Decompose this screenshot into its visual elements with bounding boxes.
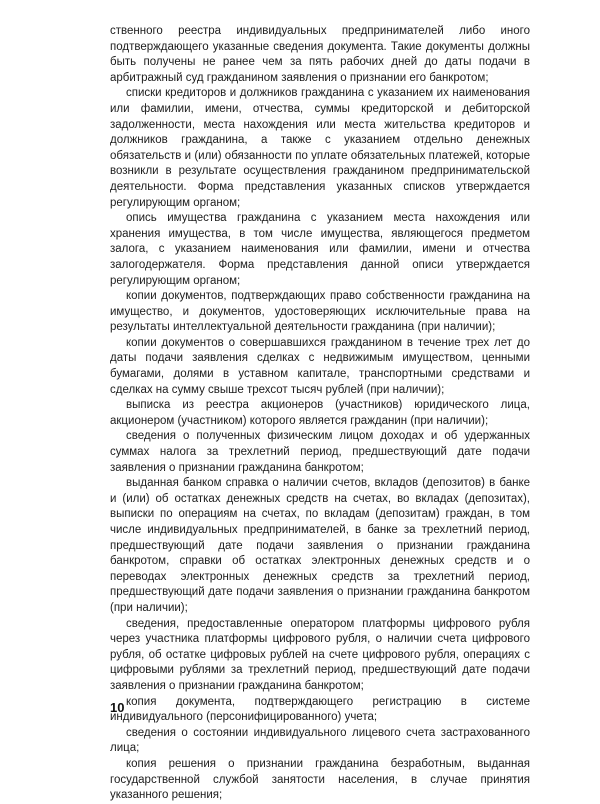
paragraph-shareholder-register: выписка из реестра акционеров (участников) юридического лица, акционером (участником) которого является гражданин (при наличии); (110, 399, 530, 427)
paragraph-personal-account: сведения о состоянии индивидуального лицевого счета застрахованного лица; (110, 726, 530, 755)
paragraph-digital-ruble: сведения, предоставленные оператором платформы цифрового рубля через участника платформы цифрового рубля, о наличии счета цифрового рубля, об остатке цифровых рублей на счете цифрового рубля, операциях с цифровыми рублями за трехлетний период, предшествующий дате подачи заявления о признании гражданина банкротом; (110, 617, 530, 692)
paragraph-continuation: ственного реестра индивидуальных предпринимателей либо иного подтверждающего указанные сведения документа. Такие документы должны быть получены не ранее чем за пять рабочих дней до даты подачи в арбитражный суд гражданином заявления о признании его банкротом; (110, 25, 530, 84)
paragraph-ownership-documents: копии документов, подтверждающих право собственности гражданина на имущество, и документов, удостоверяющих исключительные права на результаты интеллектуальной деятельности гражданина (при наличии); (110, 290, 530, 334)
paragraph-unemployment-decision: копия решения о признании гражданина безработным, выданная государственной службой занятости населения, в случае принятия указанного решения; (110, 757, 530, 802)
paragraph-transactions-documents: копии документов о совершавшихся гражданином в течение трех лет до даты подачи заявления сделках с недвижимым имуществом, ценными бумагами, долями в уставном капитале, транспортными средствами и сделках на сумму свыше трехсот тысяч рублей (при наличии); (110, 336, 530, 396)
paragraph-creditor-lists: списки кредиторов и должников гражданина с указанием их наименования или фамилии, имени, отчества, суммы кредиторской и дебиторской задолженности, места нахождения или места жительства кредиторов и должников гражданина, а также с указанием отдельно денежных обязательств и (или) обязанности по уплате обязательных платежей, которые возникли в результате осуществления гражданином предпринимательской деятельности. Форма представления указанных списков утверждается регулирующим органом; (110, 87, 530, 209)
paragraph-bank-statement: выданная банком справка о наличии счетов, вкладов (депозитов) в банке и (или) об остатках денежных средств на счетах, во вкладах (депозитах), выписки по операциям на счетах, по вкладам (депозитам) граждан, в том числе индивидуальных предпринимателей, в банке за трехлетний период, предшествующий дате подачи заявления о признании гражданина банкротом, справки об остатках электронных денежных средств и о переводах электронных денежных средств за трехлетний период, предшествующий дате подачи заявления о признании гражданина банкротом (при наличии); (110, 477, 530, 614)
page-number: 10 (110, 700, 125, 715)
paragraph-registration-document: копия документа, подтверждающего регистрацию в системе индивидуального (персонифицированного) учета; (110, 695, 530, 724)
paragraph-income-info: сведения о полученных физическим лицом доходах и об удержанных суммах налога за трехлетний период, предшествующий дате подачи заявления о признании гражданина банкротом; (110, 430, 530, 474)
paragraph-property-inventory: опись имущества гражданина с указанием места нахождения или хранения имущества, в том числе имущества, являющегося предметом залога, с указанием наименования или фамилии, имени и отчества залогодержателя. Форма представления данной описи утверждается регулирующим органом; (110, 212, 530, 287)
